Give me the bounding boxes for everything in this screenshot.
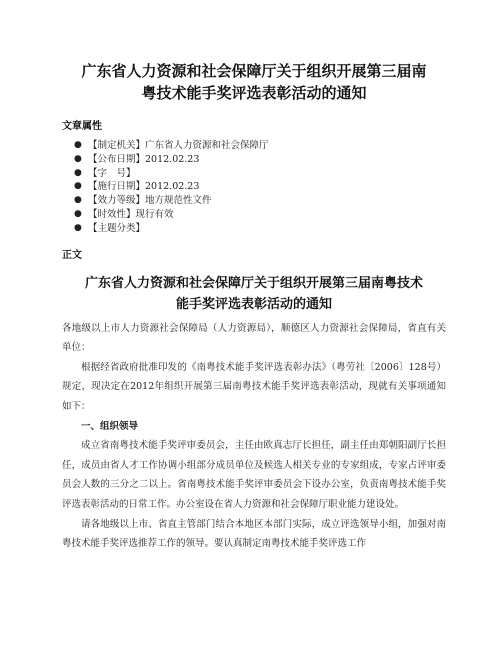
attributes-section-label: 文章属性 (62, 121, 102, 132)
bullet-icon: ● (74, 153, 82, 164)
bullet-icon: ● (74, 208, 82, 219)
document-title (62, 0, 446, 104)
paragraph-intro: 根据经省政府批准印发的《南粤技术能手奖评选表彰办法》（粤劳社〔2006〕128号）规定，现决定在2012年组织开展第三届南粤技术能手奖评选表彰活动，现就有关事项通知如下： (62, 361, 446, 412)
attribute-item-publish-date: ● 【公布日期】2012.02.23 (74, 153, 200, 165)
paragraph-committee: 成立省南粤技术能手奖评审委员会，主任由欧真志厅长担任，副主任由郑朝阳副厅长担任，成员由省人才工作协调小组部分成员单位及候选人相关专业的专家组成，专家占评审委员会人数的三分之二以上。省南粤技术能手奖评审委员会下设办公室，负责南粤技术能手奖评选表彰活动的日常工作。办公室设在省人力资源和社会保障厅职业能力建设处。 (62, 440, 446, 510)
paragraph-cities: 请各地级以上市、省直主管部门结合本地区本部门实际，成立评选领导小组，加强对南粤技术能手奖评选推荐工作的领导。要认真制定南粤技术能手奖评选工作 (62, 518, 446, 550)
document-title-line-1: 广东省人力资源和社会保障厅关于组织开展第三届南 (81, 62, 427, 80)
document-title-line-2: 粤技术能手奖评选表彰活动的通知 (141, 84, 367, 102)
paragraph-addressee: 各地级以上市人力资源社会保障局（人力资源局），顺德区人力资源社会保障局，省直有关单位： (62, 322, 446, 354)
bullet-icon: ● (74, 167, 82, 178)
bullet-icon: ● (74, 140, 82, 150)
body-title (62, 273, 446, 315)
attribute-item-effective-date: ● 【施行日期】2012.02.23 (74, 181, 200, 193)
attribute-item-level: ● 【效力等级】地方规范性文件 (74, 195, 212, 207)
body-title-line-1: 广东省人力资源和社会保障厅关于组织开展第三届南粤技术 (84, 275, 423, 291)
attribute-item-issuer: ● 【制定机关】广东省人力资源和社会保障厅 (74, 140, 269, 151)
body-section-label: 正文 (62, 249, 82, 261)
attributes-list (62, 139, 446, 236)
attribute-item-topic: ● 【主题分类】 (74, 222, 146, 234)
attribute-item-doc-number: ● 【字 号】 (74, 167, 136, 179)
bullet-icon: ● (74, 222, 82, 233)
attribute-item-validity: ● 【时效性】现行有效 (74, 208, 174, 220)
body-title-line-2: 能手奖评选表彰活动的通知 (175, 296, 332, 312)
bullet-icon: ● (74, 181, 82, 192)
bullet-icon: ● (74, 195, 82, 206)
heading-organization: 一、组织领导 (81, 420, 139, 432)
